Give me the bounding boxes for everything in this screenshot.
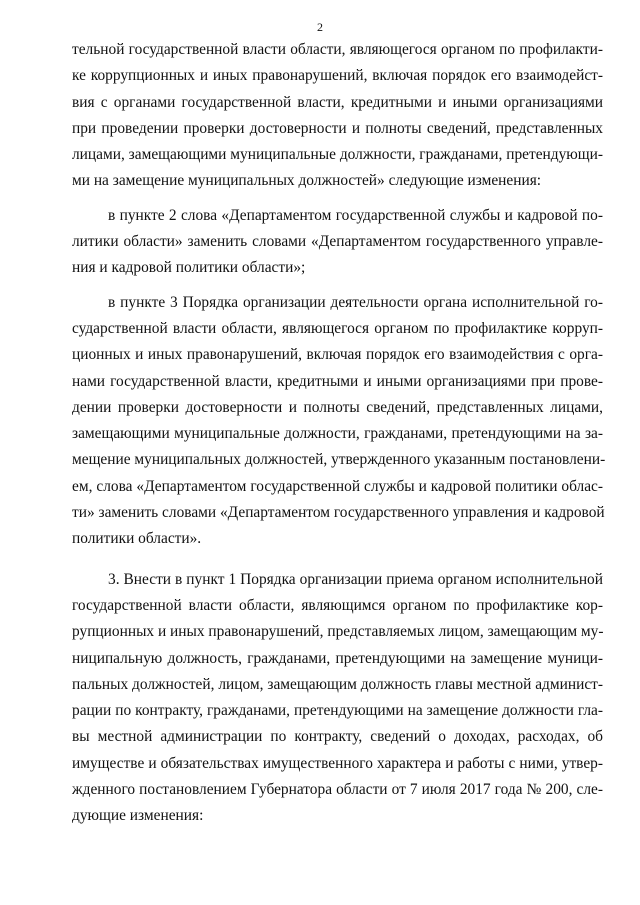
text-line: нами государственной власти, кредитными и иными организациями при прове-: [72, 372, 603, 390]
text-line: ниципальную должность, гражданами, претендующими на замещение муници-: [72, 649, 603, 667]
text-line: в пункте 3 Порядка организации деятельности органа исполнительной го-: [108, 293, 603, 311]
text-line: жденного постановлением Губернатора области от 7 июля 2017 года № 200, сле-: [72, 781, 603, 799]
page-number: 2: [317, 20, 323, 34]
paragraph-point-3-change: [72, 290, 606, 553]
paragraph-point-2-change: [72, 203, 603, 282]
document-body: [72, 37, 606, 830]
paragraph-item-3: [72, 567, 603, 830]
text-line: лицами, замещающими муниципальные должности, гражданами, претендующи-: [72, 146, 603, 164]
text-line: 3. Внести в пункт 1 Порядка организации приема органом исполнительной: [108, 570, 603, 588]
text-line: в пункте 2 слова «Департаментом государственной службы и кадровой по-: [108, 206, 603, 224]
text-line: рупционных и иных правонарушений, представляемых лицом, замещающим му-: [72, 623, 604, 641]
text-line: рации по контракту, гражданами, претендующими на замещение должности гла-: [72, 702, 603, 720]
text-line: при проведении проверки достоверности и полноты сведений, представленных: [72, 119, 603, 137]
text-line: ем, слова «Департаментом государственной службы и кадровой политики облас-: [72, 477, 603, 495]
paragraph-continuation: [72, 37, 603, 195]
text-line: сударственной власти области, являющегося органом по профилактике корруп-: [72, 319, 603, 337]
text-line: государственной власти области, являющимся органом по профилактике кор-: [72, 596, 603, 614]
text-line: дующие изменения:: [72, 807, 204, 825]
text-line: пальных должностей, лицом, замещающим должность главы местной админист-: [72, 675, 603, 693]
text-line: ти» заменить словами «Департаментом государственного управления и кадровой: [72, 504, 605, 522]
text-line: имуществе и обязательствах имущественного характера и работы с ними, утвер-: [72, 754, 603, 772]
text-line: вы местной администрации по контракту, сведений о доходах, расходах, об: [72, 728, 603, 746]
text-line: мещение муниципальных должностей, утвержденного указанным постановлени-: [72, 451, 606, 469]
text-line: ния и кадровой политики области»;: [72, 259, 306, 277]
text-line: ми на замещение муниципальных должностей» следующие изменения:: [72, 172, 542, 190]
text-line: ционных и иных правонарушений, включая порядок его взаимодействия с орга-: [72, 346, 603, 364]
text-line: замещающими муниципальные должности, гражданами, претендующими на за-: [72, 425, 603, 443]
text-line: дении проверки достоверности и полноты сведений, представленных лицами,: [72, 398, 603, 416]
text-line: ке коррупционных и иных правонарушений, включая порядок его взаимодейст-: [72, 67, 603, 85]
text-line: политики области».: [72, 530, 202, 548]
text-line: литики области» заменить словами «Департаментом государственного управле-: [72, 233, 603, 251]
text-line: вия с органами государственной власти, кредитными и иными организациями: [72, 93, 603, 111]
text-line: тельной государственной власти области, являющегося органом по профилакти-: [72, 41, 603, 58]
